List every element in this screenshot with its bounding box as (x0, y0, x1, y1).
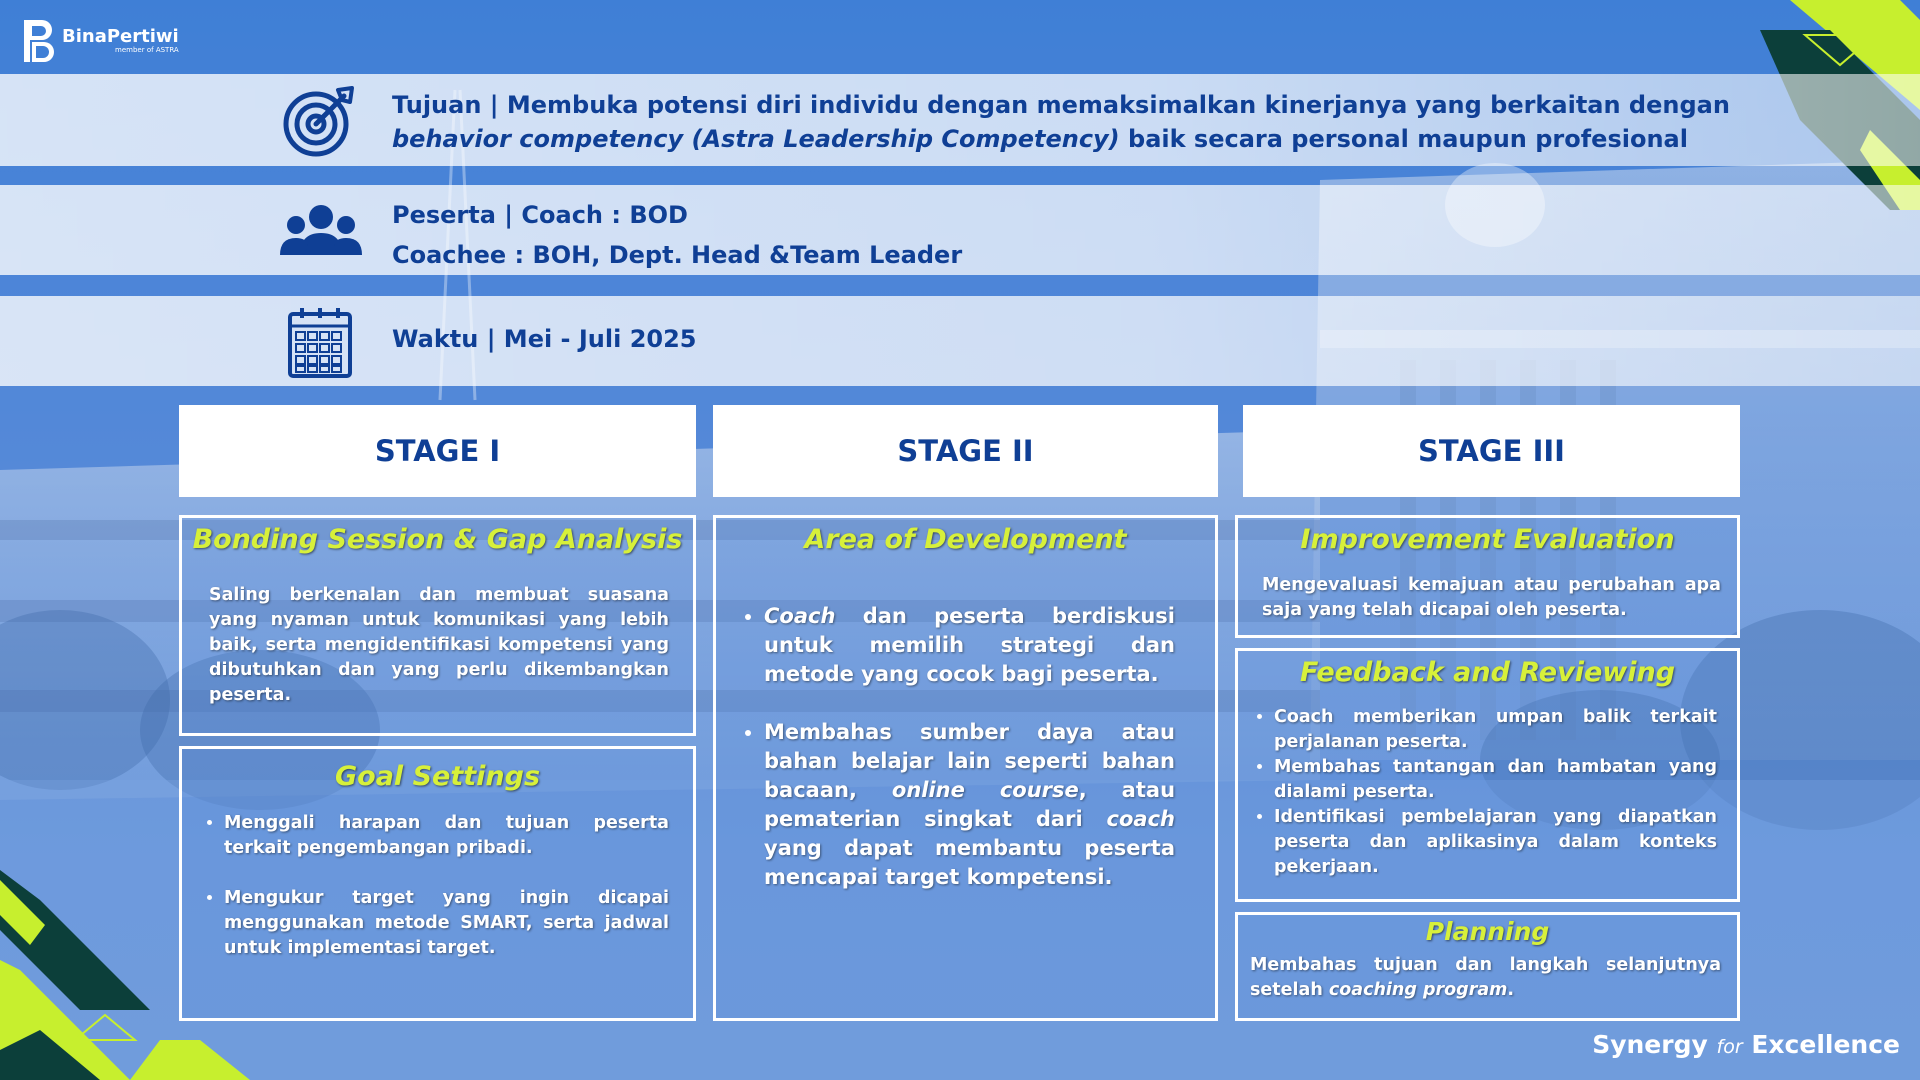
info-row-waktu (0, 296, 1920, 386)
coachee-line: Coachee : BOH, Dept. Head &Team Leader (392, 241, 963, 269)
list-item: • Mengukur target yang ingin dicapai menggunakan metode SMART, serta jadwal untuk implementasi target. (224, 886, 669, 961)
item2-b: online course (891, 778, 1079, 802)
binapertiwi-logo-icon (18, 18, 56, 64)
area-of-development-title: Area of Development (804, 524, 1127, 555)
item2-d: coach (1106, 807, 1175, 831)
stage-3-header: STAGE III (1243, 405, 1740, 497)
improvement-evaluation-title: Improvement Evaluation (1300, 524, 1675, 555)
brand-name: BinaPertiwi (62, 26, 179, 47)
list-item: • Identifikasi pembelajaran yang diapatkan peserta dan aplikasinya dalam konteks pekerjaan. (1274, 805, 1717, 880)
tujuan-suffix: baik secara personal maupun profesional (1119, 125, 1688, 153)
brand-logo (18, 18, 179, 64)
tujuan-italic: behavior competency (Astra Leadership Competency) (392, 125, 1120, 153)
list-item: • Menggali harapan dan tujuan peserta terkait pengembangan pribadi. (224, 811, 669, 861)
list-item (764, 718, 1175, 892)
feedback-reviewing-title: Feedback and Reviewing (1299, 657, 1676, 688)
area-of-development-list (742, 602, 1175, 892)
feedback-reviewing-list (1252, 705, 1717, 880)
goal-settings-title: Goal Settings (334, 761, 541, 792)
planning-title: Planning (1425, 917, 1550, 946)
tagline (1592, 1030, 1900, 1059)
goal-settings-box (179, 746, 696, 1021)
tagline-for: for (1716, 1036, 1743, 1058)
target-icon (282, 82, 358, 158)
coach-italic: Coach (764, 604, 836, 628)
item2-c: , atau pematerian singkat dari (764, 778, 1176, 831)
item2-e: yang dapat membantu peserta mencapai target kompetensi. (764, 836, 1175, 889)
improvement-evaluation-box (1235, 515, 1740, 638)
info-row-tujuan (0, 74, 1920, 166)
list-item: • Coach memberikan umpan balik terkait perjalanan peserta. (1274, 705, 1717, 755)
tujuan-text (392, 88, 1792, 156)
planning-post: . (1507, 980, 1515, 1000)
bonding-session-text: Saling berkenalan dan membuat suasana yang nyaman untuk komunikasi yang lebih baik, serta mengidentifikasi kompetensi yang dibutuhkan dan yang perlu dikembangkan peserta. (209, 585, 669, 705)
people-icon (280, 193, 362, 269)
stage-1-header: STAGE I (179, 405, 696, 497)
peserta-line: Peserta | Coach : BOD (392, 201, 688, 229)
list-item (764, 602, 1175, 689)
list-item: • Membahas tantangan dan hambatan yang dialami peserta. (1274, 755, 1717, 805)
planning-pre: Membahas tujuan dan langkah selanjutnya setelah (1250, 955, 1721, 1000)
feedback-reviewing-box (1235, 648, 1740, 902)
planning-text (1250, 953, 1721, 1003)
planning-italic: coaching program (1328, 980, 1508, 1000)
info-row-peserta (0, 185, 1920, 275)
bonding-session-box (179, 515, 696, 736)
waktu-text: Waktu | Mei - Juli 2025 (392, 325, 697, 353)
calendar-icon (282, 304, 358, 380)
item1-rest: dan peserta berdiskusi untuk memilih strategi dan metode yang cocok bagi peserta. (764, 604, 1175, 686)
brand-sub: member of ASTRA (115, 46, 179, 54)
bonding-session-title: Bonding Session & Gap Analysis (192, 524, 683, 555)
area-of-development-box (713, 515, 1218, 1021)
goal-settings-list (202, 811, 669, 961)
stage-2-header: STAGE II (713, 405, 1218, 497)
peserta-text (392, 195, 962, 275)
tagline-post: Excellence (1751, 1030, 1900, 1059)
tujuan-prefix: Tujuan | Membuka potensi diri individu dengan memaksimalkan kinerjanya yang berkaitan dengan (392, 91, 1730, 119)
improvement-evaluation-text: Mengevaluasi kemajuan atau perubahan apa saja yang telah dicapai oleh peserta. (1262, 575, 1721, 620)
planning-box (1235, 912, 1740, 1021)
item2-a: Membahas sumber daya atau bahan belajar lain seperti bahan bacaan, (764, 720, 1175, 802)
tagline-pre: Synergy (1592, 1030, 1708, 1059)
